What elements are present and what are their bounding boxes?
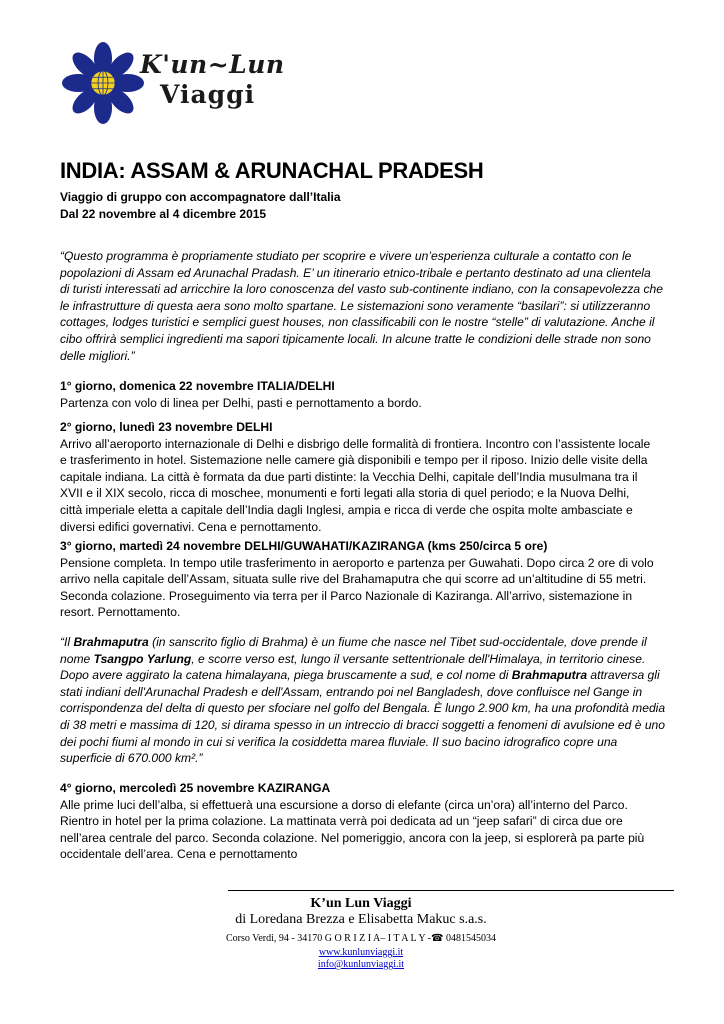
- footer-divider: [228, 890, 674, 891]
- subtitle-dates: Dal 22 novembre al 4 dicembre 2015: [60, 207, 267, 221]
- footer-website-row: [200, 947, 522, 958]
- day-3-line: Pensione completa. In tempo utile trasferimento in aeroporto e partenza per Guwahati. Dopo circa 2 ore di volo: [60, 555, 654, 570]
- day-2-line: capitale indiana. La città è formata da due parti distinte: la Vecchia Delhi, capitale dell’India musulmana tra il: [60, 469, 638, 484]
- brahmaputra-line: [60, 667, 672, 684]
- intro-line: “Questo programma è propriamente studiato per scoprire e vivere un’esperienza culturale a contatto con le: [60, 249, 632, 263]
- day-4-line: Alle prime luci dell’alba, si effettuerà una escursione a dorso di elefante (circa un’ora) all’interno del Parco.: [60, 797, 628, 812]
- footer-company: K’un Lun Viaggi: [310, 896, 412, 911]
- text-fragment: attraversa gli: [587, 668, 660, 683]
- day-1-line: Partenza con volo di linea per Delhi, pasti e pernottamento a bordo.: [60, 395, 422, 410]
- intro-line: delle migliori.”: [60, 348, 135, 363]
- day-4-line: occidentale dell’area. Cena e pernottamento: [60, 847, 298, 862]
- footer-owners: di Loredana Brezza e Elisabetta Makuc s.a.s.: [235, 912, 487, 927]
- subtitle-group-trip: Viaggio di gruppo con accompagnatore dall’Italia: [60, 190, 341, 204]
- website-link[interactable]: www.kunlunviaggi.it: [318, 947, 404, 958]
- river-name: Brahmaputra: [511, 668, 588, 683]
- day-2-line: Arrivo all’aeroporto internazionale di Delhi e disbrigo delle formalità di frontiera. Incontro con l’assistente locale: [60, 436, 651, 451]
- brahmaputra-line: di 38 metri e massima di 120, si dirama spesso in un intreccio di bracci soggetti a fenomeni di avulsione ed è uno: [60, 717, 666, 732]
- page-title: INDIA: ASSAM & ARUNACHAL PRADESH: [60, 158, 484, 183]
- text-fragment: “Il: [60, 635, 74, 649]
- day-3-line: resort. Pernottamento.: [60, 605, 181, 620]
- river-name: Brahmaputra: [73, 635, 149, 649]
- brahmaputra-line: [60, 651, 672, 668]
- phone-number: 0481545034: [443, 933, 496, 944]
- intro-line: le infrastrutture di questa aera sono molto spartane. Le sistemazioni sono veramente “basilari”: si utilizzeranno: [60, 298, 651, 313]
- day-3-title: 3° giorno, martedì 24 novembre DELHI/GUWAHATI/KAZIRANGA (kms 250/circa 5 ore): [60, 539, 548, 553]
- text-fragment: nome: [60, 651, 94, 666]
- day-3-line: Seconda colazione. Proseguimento via terra per il Parco Nazionale di Kaziranga. All’arrivo, sistemazione in: [60, 588, 633, 603]
- text-fragment: Dopo avere aggirato la catena himalayana, piega bruscamente a sud, e col nome di: [60, 668, 512, 683]
- company-logo: [62, 42, 285, 132]
- day-2-line: e trasferimento in hotel. Sistemazione nelle camere già disponibili e tempo per il riposo. Inizio delle visite della: [60, 453, 648, 468]
- day-1-title: 1° giorno, domenica 22 novembre ITALIA/DELHI: [60, 379, 335, 393]
- intro-line: cottages, lodges turistici e semplici guest houses, non classificabili con le nostre “stelle” di valutazione. Anche il: [60, 315, 655, 330]
- footer-email-row: [200, 959, 522, 970]
- brahmaputra-line: [60, 634, 672, 651]
- brahmaputra-line: stati indiani dell'Arunachal Pradesh e dell'Assam, entrando poi nel Bangladesh, dove confluisce nel Gange in: [60, 684, 643, 699]
- brahmaputra-line: corrispondenza del delta di questo per sfociare nel golfo del Bengala. È lungo 2.900 km, ha una profondità media: [60, 701, 666, 716]
- day-3-line: arrivo nella capitale dell’Assam, situata sulle rive del Brahamaputra che qui scorre ad un’altitudine di 55 metri.: [60, 572, 647, 587]
- text-fragment: (in sanscrito figlio di Brahma) è un fiume che nasce nel Tibet sud-occidentale, dove prende il: [148, 635, 647, 649]
- flower-globe-logo-icon: [62, 42, 144, 124]
- logo-text-kunlun: K'un~Lun: [140, 50, 285, 79]
- river-name: Tsangpo Yarlung: [93, 651, 192, 666]
- day-2-line: XVII e il XIX secolo, ricca di moschee, monumenti e forti legati alla storia di quel periodo; e la Nuova Delhi,: [60, 486, 630, 501]
- intro-line: popolazioni di Assam ed Arunachal Pradash. E’ un itinerario etnico-tribale e pertanto destinato ad una clientela: [60, 265, 651, 280]
- day-2-line: città imperiale eletta a capitale dell’India dagli Inglesi, ampia e ricca di verde che ospita molte ambasciate e: [60, 502, 633, 517]
- brahmaputra-note: [60, 634, 672, 767]
- intro-paragraph: [60, 248, 672, 364]
- day-3-section: [60, 538, 672, 621]
- day-4-section: [60, 780, 672, 863]
- intro-line: di turisti interessati ad arricchire la loro conoscenza del vasto sub-continente indiano, con la consapevolezza che: [60, 282, 664, 297]
- day-2-section: [60, 419, 672, 535]
- day-2-line: diversi edifici governativi. Cena e pernottamento.: [60, 519, 322, 534]
- email-link[interactable]: info@kunlunviaggi.it: [317, 959, 405, 970]
- address-text: Corso Verdi, 94 - 34170 G O R I Z I A– I T A L Y -: [226, 933, 432, 944]
- day-4-line: Rientro in hotel per la prima colazione. La mattinata verrà poi dedicata ad un “jeep safari” di circa due ore: [60, 814, 623, 829]
- intro-line: cibo offrirà semplici ingredienti ma sapori tipicamente locali. In alcune tratte le condizioni delle strade non sono: [60, 331, 651, 346]
- day-4-line: nell’area centrale del parco. Seconda colazione. Nel pomeriggio, ancora con la jeep, si esplorerà pa parte più: [60, 830, 645, 845]
- day-4-title: 4° giorno, mercoledì 25 novembre KAZIRANGA: [60, 781, 331, 795]
- logo-text-viaggi: Viaggi: [160, 80, 256, 109]
- footer-address: [200, 933, 522, 944]
- telephone-icon: ☎: [431, 933, 444, 944]
- brahmaputra-line: superficie di 670.000 km².”: [60, 751, 203, 766]
- day-1-section: [60, 378, 672, 411]
- text-fragment: , e scorre verso est, lungo il versante settentrionale dell'Himalaya, in territorio cinese.: [191, 651, 646, 666]
- brahmaputra-line: dei pochi fiumi al mondo in cui si verifica la cosiddetta marea fluviale. Il suo bacino idrografico copre una: [60, 734, 618, 749]
- day-2-title: 2° giorno, lunedì 23 novembre DELHI: [60, 420, 273, 434]
